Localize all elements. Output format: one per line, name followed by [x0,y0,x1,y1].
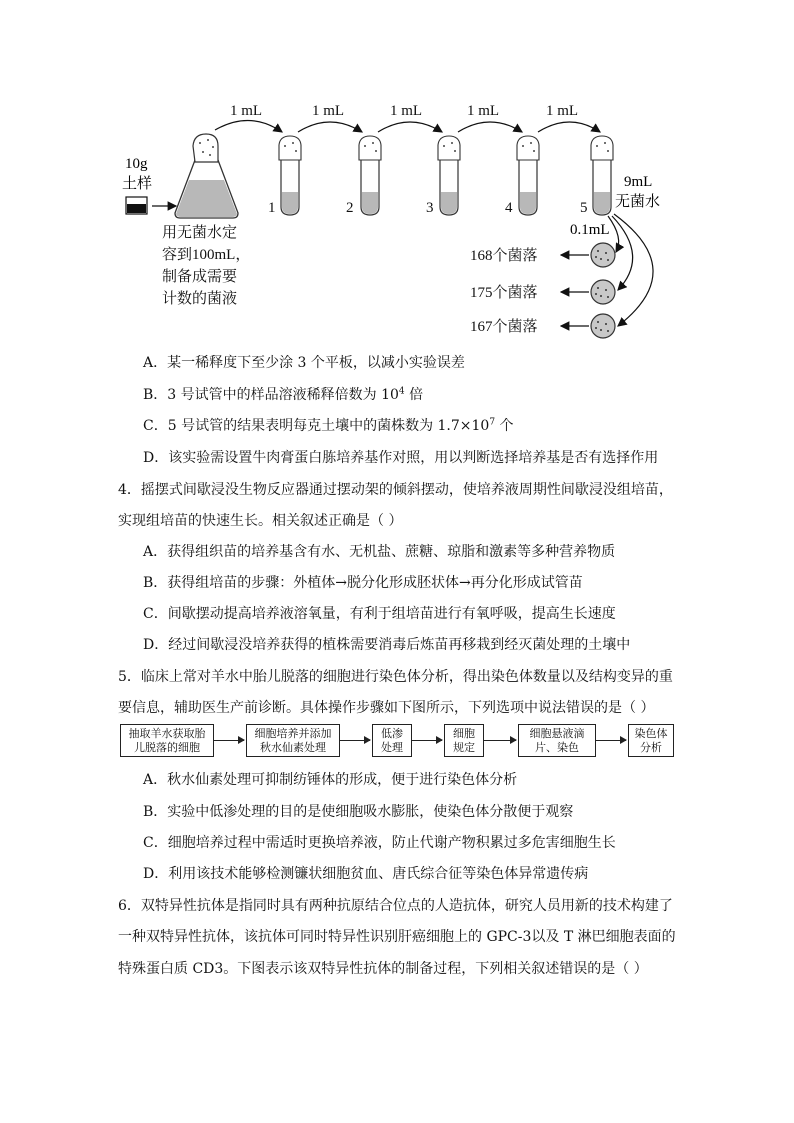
transfer-label: 1 mL [230,103,263,119]
q6-stem: 特殊蛋白质 CD3。下图表示该双特异性抗体的制备过程，下列相关叙述错误的是（ ） [118,961,648,977]
petri-dish-icon [591,243,615,267]
q3-option-b: B．3 号试管中的样品溶液稀释倍数为 $10^4$ 倍 [143,386,424,403]
flow-arrow [412,740,442,741]
flow-arrow [596,740,626,741]
test-tube-1 [279,136,301,215]
q5-option-c: C．细胞培养过程中需适时更换培养液，防止代谢产物积累过多危害细胞生长 [143,835,616,851]
flask-caption: 计数的菌液 [162,291,238,307]
colony-count: 167个菌落 [470,319,538,335]
flow-step: 细胞培养并添加 秋水仙素处理 [246,724,340,757]
q3-option-d: D．该实验需设置牛肉膏蛋白胨培养基作对照，用以判断选择培养基是否有选择作用 [143,450,659,466]
flow-arrow [214,740,244,741]
q4-option-c: C．间歇摆动提高培养液溶氧量，有利于组培苗进行有氧呼吸，提高生长速度 [143,606,616,622]
q4-stem: 4．摇摆式间歇浸没生物反应器通过摆动架的倾斜摆动，使培养液周期性间歇浸没组培苗， [118,482,673,498]
flask-caption: 用无菌水定 [162,225,238,241]
flask-icon [175,134,238,218]
q5-stem: 5．临床上常对羊水中胎儿脱落的细胞进行染色体分析，得出染色体数量以及结构变异的重 [118,669,673,685]
transfer-arrow [298,122,362,132]
flow-step: 细胞 规定 [444,724,484,757]
q4-stem: 实现组培苗的快速生长。相关叙述正确是（ ） [118,513,403,529]
flow-arrow [340,740,370,741]
tube-number: 3 [426,200,434,216]
q3-option-a: A．某一稀释度下至少涂 3 个平板，以减小实验误差 [143,355,465,371]
flow-step: 抽取羊水获取胎 儿脱落的细胞 [120,724,214,757]
flow-step: 低渗 处理 [372,724,412,757]
transfer-arrow [458,122,522,132]
q4-option-a: A．获得组织苗的培养基含有水、无机盐、蔗糖、琼脂和激素等多种营养物质 [143,544,616,560]
dilution-figure [0,0,794,345]
transfer-arrow [538,122,600,132]
plating-arrow [614,214,653,326]
transfer-label: 1 mL [390,103,423,119]
test-tube-5 [591,136,613,215]
flask-caption: 制备成需要 [162,269,238,285]
q5-option-b: B．实验中低渗处理的目的是使细胞吸水膨胀，使染色体分散便于观察 [143,804,574,820]
transfer-arrows [215,120,600,132]
colony-count: 168个菌落 [470,248,538,264]
q5-option-a: A．秋水仙素处理可抑制纺锤体的形成，便于进行染色体分析 [143,772,518,788]
test-tube-4 [517,136,539,215]
flow-step: 细胞悬液滴 片、染色 [518,724,596,757]
colony-count: 175个菌落 [470,285,538,301]
test-tube-3 [438,136,460,215]
soil-icon [126,197,147,214]
plating-volume: 0.1mL [570,222,610,238]
tube-number: 5 [580,200,588,216]
petri-dish-icon [591,280,615,304]
q5-stem: 要信息，辅助医生产前诊断。具体操作步骤如下图所示，下列选项中说法错误的是（ ） [118,700,655,716]
test-tube-2 [359,136,381,215]
transfer-label: 1 mL [546,103,579,119]
water-label: 无菌水 [615,194,661,210]
tube-number: 2 [346,200,354,216]
transfer-label: 1 mL [312,103,345,119]
petri-dish-icon [591,314,615,338]
q3-option-c: C．5 号试管的结果表明每克土壤中的菌株数为 $1.7\times 10^7$ 个 [143,417,514,434]
q4-option-b: B．获得组培苗的步骤：外植体→脱分化形成胚状体→再分化形成试管苗 [143,575,583,591]
flow-step: 染色体 分析 [628,724,674,757]
transfer-arrow [378,122,442,132]
q4-option-d: D．经过间歇浸没培养获得的植株需要消毒后炼苗再移栽到经灭菌处理的土壤中 [143,637,631,653]
tube-number: 1 [268,200,276,216]
tube-number: 4 [505,200,513,216]
water-volume: 9mL [624,174,653,190]
soil-label: 土样 [122,176,153,192]
flow-arrow [484,740,516,741]
q5-option-d: D．利用该技术能够检测镰状细胞贫血、唐氏综合征等染色体异常遗传病 [143,866,589,882]
transfer-arrow [215,120,282,132]
q6-stem: 一种双特异性抗体，该抗体可同时特异性识别肝癌细胞上的 GPC-3以及 T 淋巴细胞表面的 [118,929,676,945]
flask-caption: 容到100mL， [162,247,251,263]
transfer-label: 1 mL [467,103,500,119]
soil-label: 10g [125,156,148,172]
q6-stem: 6．双特异性抗体是指同时具有两种抗原结合位点的人造抗体，研究人员用新的技术构建了 [118,898,673,914]
